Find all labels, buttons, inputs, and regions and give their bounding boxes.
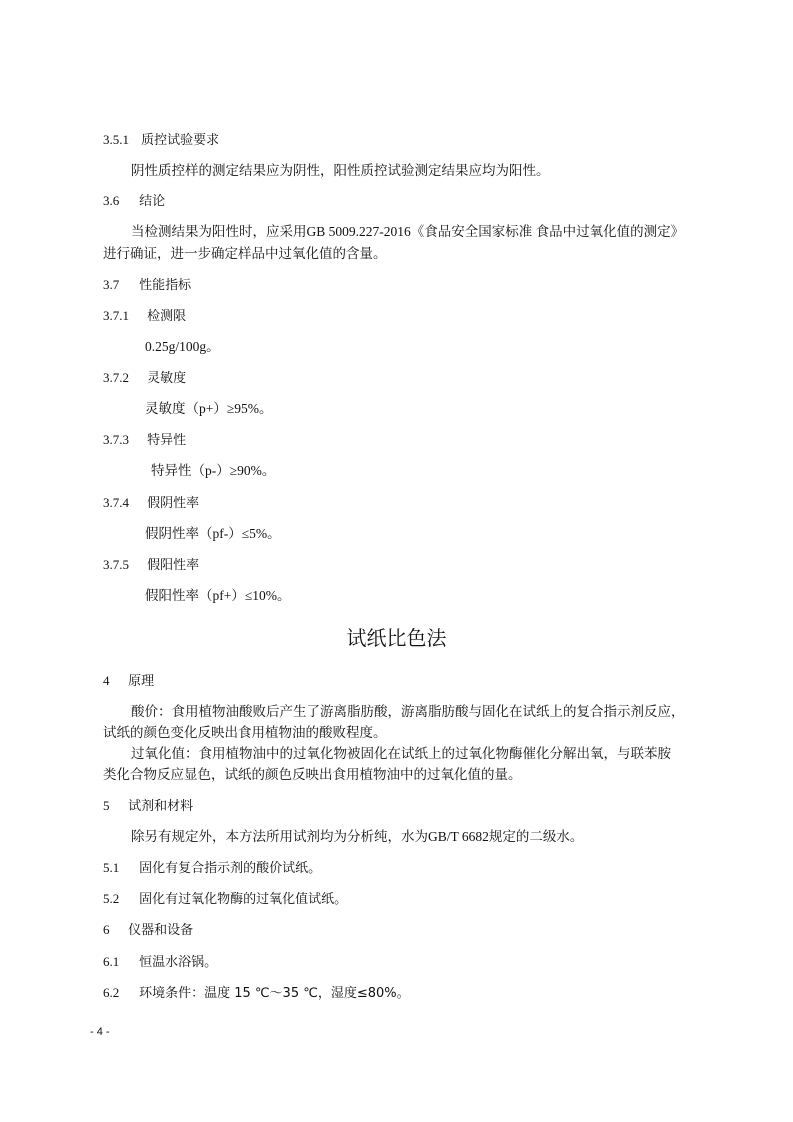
paragraph: 阴性质控样的测定结果应为阴性，阳性质控试验测定结果应均为阳性。: [131, 163, 550, 178]
section-3-7-4-heading: [103, 494, 199, 513]
section-title: 恒温水浴锅。: [139, 955, 218, 970]
section-6-2-heading: [103, 984, 410, 1003]
section-number: 3.7: [103, 277, 120, 292]
section-number: 3.7.3: [103, 432, 129, 447]
section-number: 3.7.1: [103, 308, 129, 323]
section-title: 质控试验要求: [141, 133, 220, 148]
section-number: 3.7.4: [103, 495, 129, 510]
section-title: 固化有过氧化物酶的过氧化值试纸。: [139, 892, 348, 907]
section-3-7-5-heading: [103, 556, 199, 575]
section-number: 3.6: [103, 193, 120, 208]
section-title: 检测限: [147, 309, 187, 324]
section-number: 5.2: [103, 891, 120, 906]
section-5-1-heading: [103, 859, 321, 878]
paragraph: 灵敏度（p+）≥95%。: [145, 401, 273, 416]
page-number: - 4 -: [90, 1026, 110, 1038]
section-3-7-2-heading: [103, 369, 186, 388]
paragraph: 假阳性率（pf+）≤10%。: [145, 588, 291, 603]
section-3-7-1-heading: [103, 307, 186, 326]
section-title: 环境条件：温度 15 ℃～35 ℃，湿度≤80%。: [139, 986, 410, 1001]
method-title: 试纸比色法: [346, 626, 447, 650]
section-3-6-heading: [103, 192, 165, 211]
paragraph-line: 酸价：食用植物油酸败后产生了游离脂肪酸，游离脂肪酸与固化在试纸上的复合指示剂反应，: [131, 704, 685, 719]
section-title: 假阴性率: [147, 496, 200, 511]
paragraph-line: 试纸的颜色变化反映出食用植物油的酸败程度。: [103, 725, 387, 740]
section-title: 原理: [128, 674, 155, 689]
section-number: 3.7.2: [103, 370, 129, 385]
section-number: 5.1: [103, 860, 120, 875]
section-title: 特异性: [147, 433, 187, 448]
section-3-5-1-heading: [103, 131, 219, 150]
section-title: 试剂和材料: [128, 799, 194, 814]
section-title: 结论: [139, 194, 166, 209]
section-number: 6: [103, 922, 110, 937]
section-title: 性能指标: [139, 278, 192, 293]
section-title: 仪器和设备: [128, 923, 194, 938]
section-number: 6.2: [103, 985, 120, 1000]
paragraph: 假阴性率（pf-）≤5%。: [145, 526, 281, 541]
section-title: 假阳性率: [147, 558, 200, 573]
paragraph-line: 当检测结果为阳性时，应采用GB 5009.227-2016《食品安全国家标准 食品中过氧化值的测定》: [131, 224, 685, 239]
paragraph: 特异性（p-）≥90%。: [151, 463, 276, 478]
section-6-heading: [103, 921, 193, 940]
section-number: 6.1: [103, 954, 120, 969]
section-number: 4: [103, 673, 110, 688]
section-6-1-heading: [103, 953, 217, 972]
section-5-heading: [103, 797, 193, 816]
section-title: 灵敏度: [147, 371, 187, 386]
section-number: 3.5.1: [103, 132, 129, 147]
section-title: 固化有复合指示剂的酸价试纸。: [139, 861, 322, 876]
section-5-2-heading: [103, 890, 347, 909]
paragraph-line: 过氧化值：食用植物油中的过氧化物被固化在试纸上的过氧化物酶催化分解出氧，与联苯胺: [131, 746, 671, 761]
paragraph-line: 进行确证，进一步确定样品中过氧化值的含量。: [103, 246, 387, 261]
section-number: 5: [103, 798, 110, 813]
paragraph-line: 类化合物反应显色，试纸的颜色反映出食用植物油中的过氧化值的量。: [103, 767, 522, 782]
section-number: 3.7.5: [103, 557, 129, 572]
section-4-heading: [103, 672, 154, 691]
paragraph: 0.25g/100g。: [145, 339, 220, 354]
section-3-7-3-heading: [103, 431, 186, 450]
section-3-7-heading: [103, 276, 191, 295]
paragraph: 除另有规定外，本方法所用试剂均为分析纯，水为GB/T 6682规定的二级水。: [131, 829, 584, 844]
